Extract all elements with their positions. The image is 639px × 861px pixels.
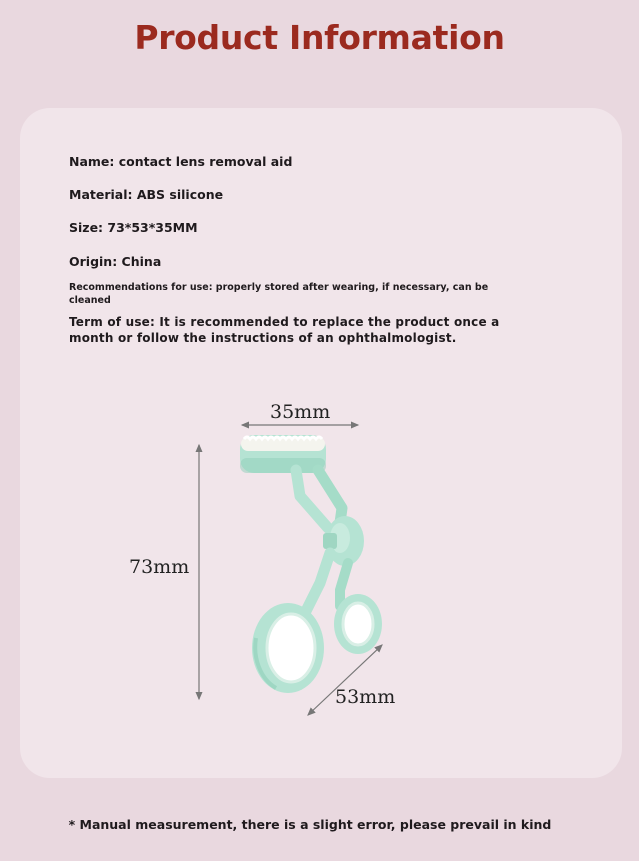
footer-note: * Manual measurement, there is a slight error, please prevail in kind <box>68 817 552 832</box>
page-title: Product Information <box>134 18 505 57</box>
height-label: 73mm <box>129 556 190 578</box>
spec-origin: Origin: China <box>69 254 162 269</box>
spec-material: Material: ABS silicone <box>69 187 224 202</box>
product-info-card <box>20 108 622 778</box>
contact-lens-removal-tool-icon <box>240 435 382 693</box>
spec-name: Name: contact lens removal aid <box>69 154 293 169</box>
product-dimension-figure <box>20 108 622 778</box>
width-label: 35mm <box>270 401 331 423</box>
depth-label: 53mm <box>335 686 396 708</box>
spec-recommendations: Recommendations for use: properly stored after wearing, if necessary, can be cleaned <box>69 282 489 306</box>
spec-term-of-use: Term of use: It is recommended to replace the product once a month or follow the instructions of an ophthalmologist. <box>69 315 500 345</box>
spec-size: Size: 73*53*35MM <box>69 220 198 235</box>
